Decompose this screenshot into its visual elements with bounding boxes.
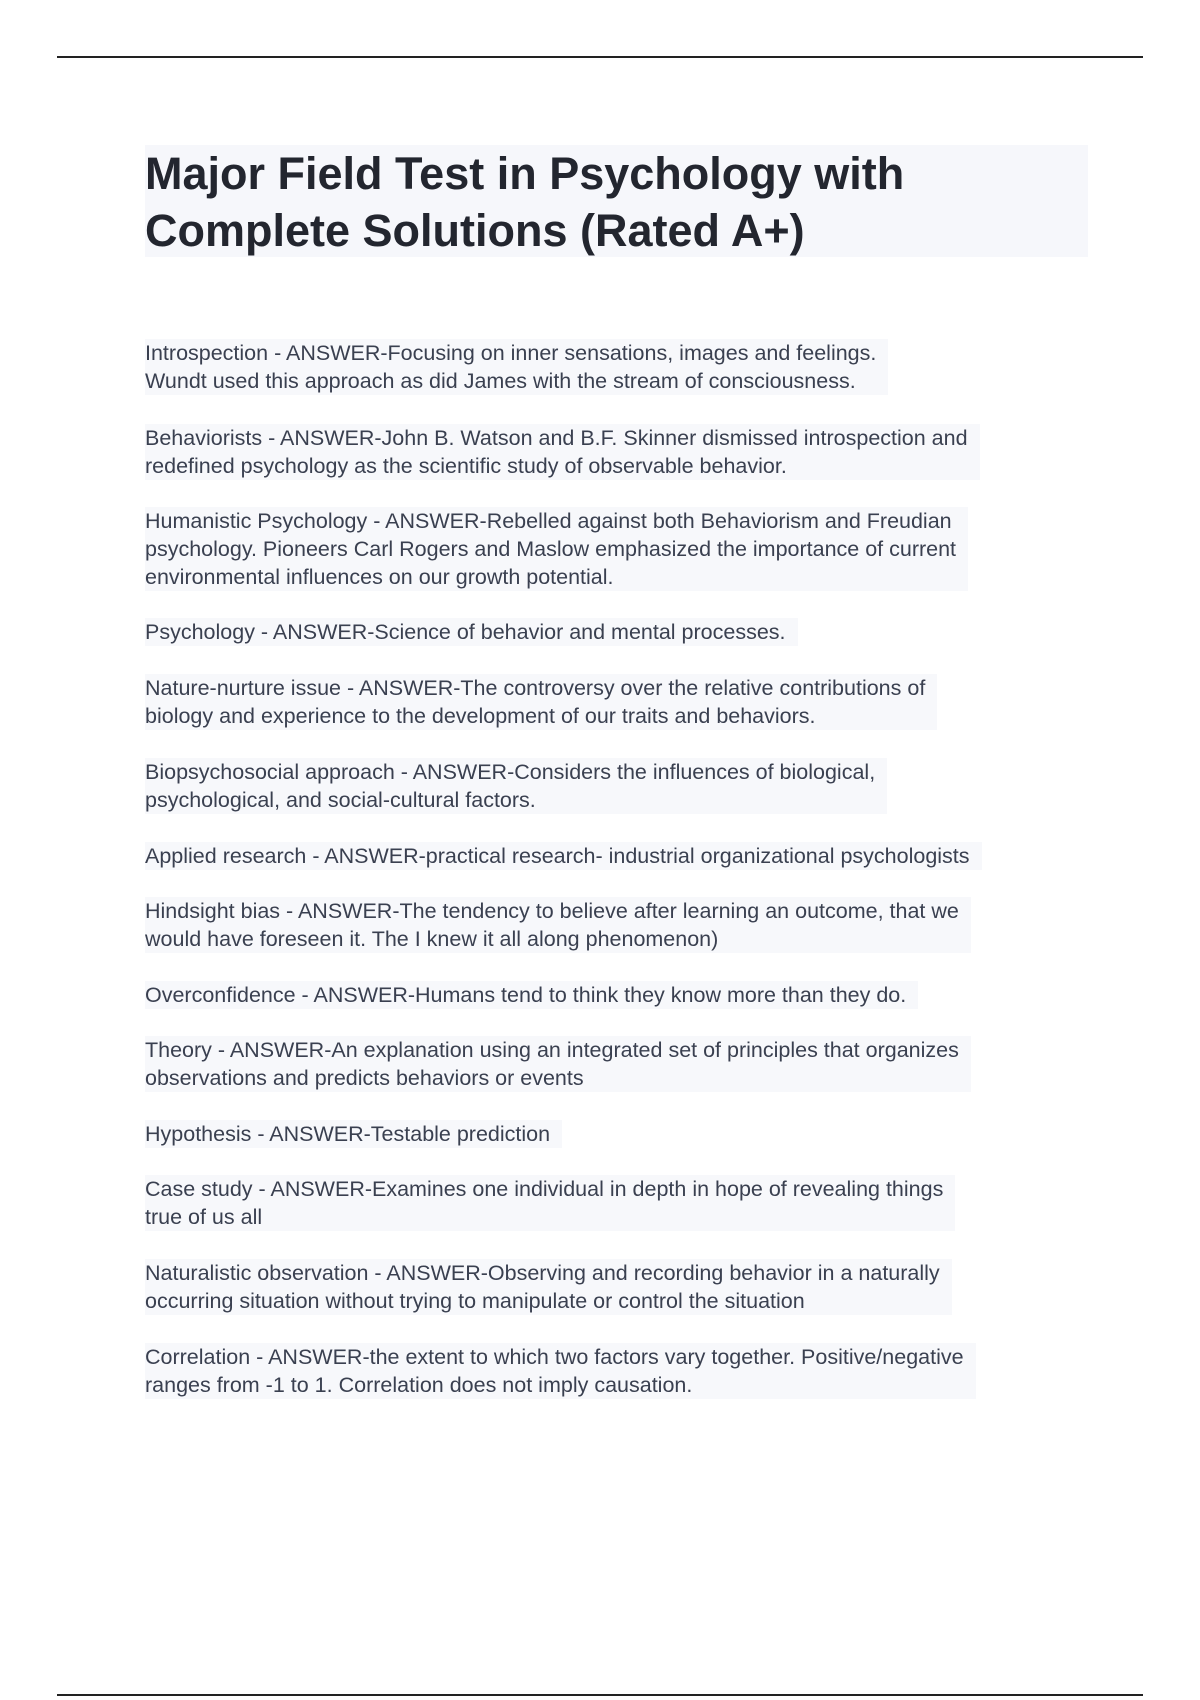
qa-entry <box>145 339 888 395</box>
qa-entry <box>145 981 918 1009</box>
entry-line: occurring situation without trying to manipulate or control the situation <box>145 1289 805 1313</box>
entry-line: Naturalistic observation - ANSWER-Observing and recording behavior in a naturally <box>145 1261 940 1285</box>
entry-line: would have foreseen it. The I knew it all along phenomenon) <box>145 927 719 951</box>
entry-line: Case study - ANSWER-Examines one individual in depth in hope of revealing things <box>145 1177 944 1201</box>
entry-line: Behaviorists - ANSWER-John B. Watson and B.F. Skinner dismissed introspection and <box>145 426 968 450</box>
title-block <box>145 145 1088 257</box>
qa-entry <box>145 758 887 814</box>
entry-line: Wundt used this approach as did James with the stream of consciousness. <box>145 369 856 393</box>
entry-line: observations and predicts behaviors or events <box>145 1066 584 1090</box>
entry-line: biology and experience to the development of our traits and behaviors. <box>145 704 816 728</box>
title-line: Major Field Test in Psychology with <box>145 148 905 199</box>
entry-line: psychology. Pioneers Carl Rogers and Maslow emphasized the importance of current <box>145 537 957 561</box>
qa-entry <box>145 424 980 480</box>
entry-line: Humanistic Psychology - ANSWER-Rebelled against both Behaviorism and Freudian <box>145 509 952 533</box>
qa-entry <box>145 842 982 870</box>
qa-entry <box>145 507 968 591</box>
entry-line: Applied research - ANSWER-practical research- industrial organizational psychologists <box>145 844 970 868</box>
entry-line: Theory - ANSWER-An explanation using an integrated set of principles that organizes <box>145 1038 959 1062</box>
entry-line: environmental influences on our growth potential. <box>145 565 614 589</box>
bottom-divider <box>57 1694 1143 1696</box>
entry-line: psychological, and social-cultural factors. <box>145 788 536 812</box>
title-line: Complete Solutions (Rated A+) <box>145 205 805 256</box>
entry-line: Introspection - ANSWER-Focusing on inner sensations, images and feelings. <box>145 341 877 365</box>
entry-line: Overconfidence - ANSWER-Humans tend to think they know more than they do. <box>145 983 907 1007</box>
entry-line: Correlation - ANSWER-the extent to which two factors vary together. Positive/negative <box>145 1345 964 1369</box>
qa-entry <box>145 1120 562 1148</box>
qa-entry <box>145 1175 955 1231</box>
entry-line: Hypothesis - ANSWER-Testable prediction <box>145 1122 551 1146</box>
qa-entry <box>145 897 971 953</box>
entry-line: Biopsychosocial approach - ANSWER-Considers the influences of biological, <box>145 760 876 784</box>
qa-entry <box>145 1036 971 1092</box>
entry-line: ranges from -1 to 1. Correlation does not imply causation. <box>145 1373 693 1397</box>
entry-line: redefined psychology as the scientific study of observable behavior. <box>145 454 787 478</box>
qa-entry <box>145 618 798 646</box>
entry-line: true of us all <box>145 1205 263 1229</box>
qa-entry <box>145 674 937 730</box>
entry-line: Nature-nurture issue - ANSWER-The controversy over the relative contributions of <box>145 676 926 700</box>
entry-line: Hindsight bias - ANSWER-The tendency to believe after learning an outcome, that we <box>145 899 959 923</box>
top-divider <box>57 56 1143 58</box>
qa-entry <box>145 1259 952 1315</box>
qa-entry <box>145 1343 976 1399</box>
page-title <box>145 145 1088 259</box>
entry-line: Psychology - ANSWER-Science of behavior and mental processes. <box>145 620 786 644</box>
